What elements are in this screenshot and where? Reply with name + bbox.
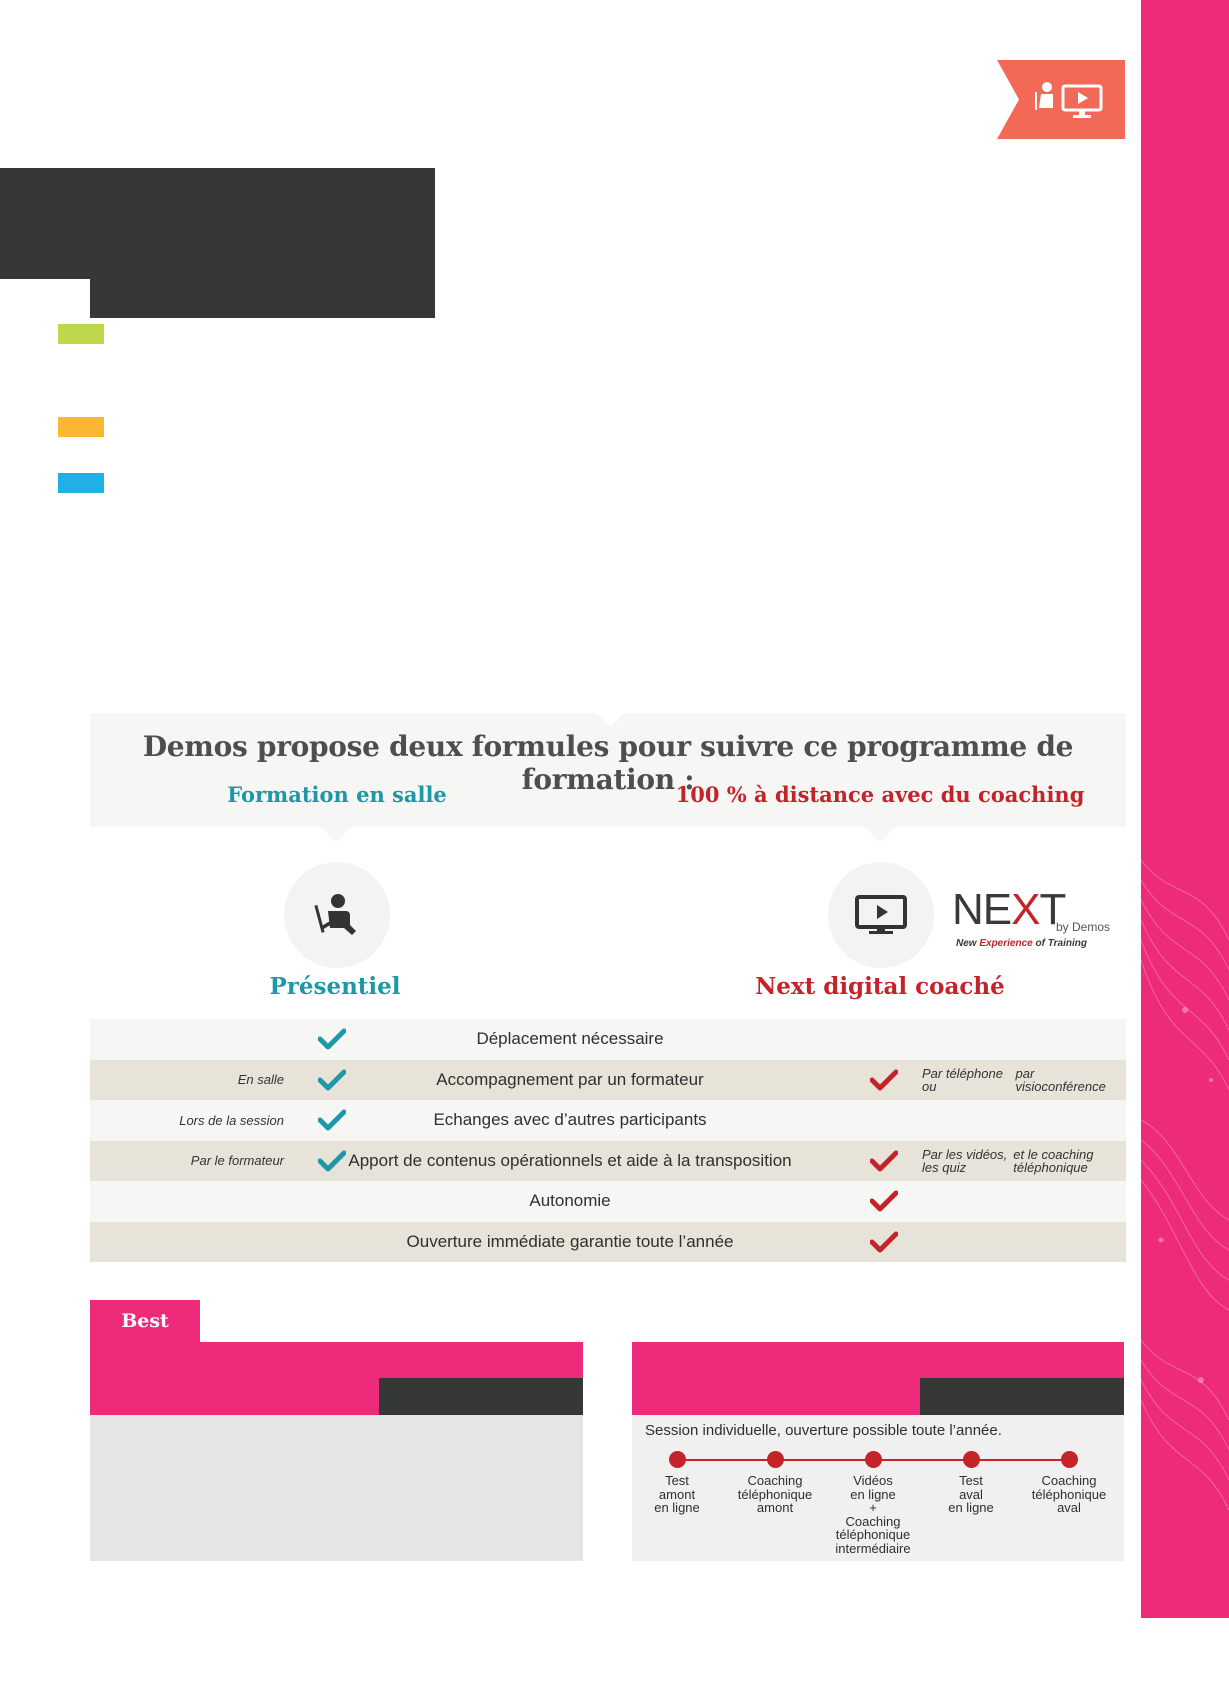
row-left-note: Lors de la session xyxy=(179,1112,284,1128)
timeline-step-line: Vidéos xyxy=(853,1473,893,1488)
row-left-note xyxy=(90,1222,284,1263)
timeline-step-line: aval xyxy=(1057,1500,1081,1515)
timeline-step-line: Coaching xyxy=(747,1473,803,1488)
row-left-note xyxy=(90,1181,284,1222)
panel-pointer-left xyxy=(322,827,350,843)
option-formation-en-salle: Formation en salle xyxy=(227,782,447,807)
row-right-note-line: par visioconférence xyxy=(1015,1065,1106,1094)
timeline-dot xyxy=(1061,1451,1078,1468)
next-logo-wordmark: NEXT xyxy=(952,885,1066,934)
timeline-step-line: téléphonique xyxy=(1031,1486,1107,1502)
row-criterion: Accompagnement par un formateur xyxy=(436,1069,704,1089)
row-criterion: Déplacement nécessaire xyxy=(476,1029,664,1049)
comparison-row xyxy=(90,1060,1126,1101)
timeline-step-line: amont xyxy=(756,1500,794,1515)
row-right-note xyxy=(922,1060,1122,1101)
comparison-row xyxy=(90,1181,1126,1222)
row-right-note-line: Par les vidéos, les quiz xyxy=(922,1146,1008,1175)
card-left-body xyxy=(90,1415,583,1561)
timeline-step-line: Test xyxy=(959,1473,983,1488)
card-left-header-dark xyxy=(379,1378,583,1415)
timeline-step-line: amont xyxy=(658,1486,696,1502)
timeline-step-label xyxy=(1019,1474,1119,1515)
check-icon-next xyxy=(870,1068,898,1092)
bullet-blue xyxy=(58,473,104,493)
timeline-step-line: Test xyxy=(665,1473,689,1488)
panel-notch xyxy=(596,713,624,727)
column-title-next-digital: Next digital coaché xyxy=(755,973,1005,1000)
comparison-row xyxy=(90,1019,1126,1060)
comparison-row xyxy=(90,1222,1126,1263)
timeline-dot xyxy=(767,1451,784,1468)
side-band xyxy=(1141,0,1229,1618)
timeline-step-line: en ligne xyxy=(654,1500,700,1515)
row-right-note-line: Par téléphone ou xyxy=(922,1065,1003,1094)
decorative-swirl xyxy=(1141,820,1229,1618)
timeline-dot xyxy=(865,1451,882,1468)
timeline-step-line: + xyxy=(869,1500,877,1515)
comparison-row xyxy=(90,1141,1126,1182)
header-dark-block-tail xyxy=(90,279,435,318)
header-dark-block xyxy=(0,168,435,279)
timeline-step-label xyxy=(823,1474,923,1555)
timeline-step-line: Coaching xyxy=(1041,1473,1097,1488)
timeline-step-line: aval xyxy=(959,1486,983,1502)
next-logo-by: by Demos xyxy=(1056,920,1111,934)
comparison-row xyxy=(90,1100,1126,1141)
panel-pointer-right xyxy=(866,827,894,843)
timeline-dot xyxy=(963,1451,980,1468)
best-tab: Best xyxy=(90,1300,200,1342)
row-right-note xyxy=(922,1222,1122,1263)
timeline-step-label xyxy=(725,1474,825,1515)
timeline-step-line: téléphonique xyxy=(835,1527,911,1542)
row-right-note xyxy=(922,1100,1122,1141)
screen-icon-circle xyxy=(828,862,934,968)
row-criterion: Ouverture immédiate garantie toute l’année xyxy=(406,1231,734,1251)
next-logo-tagline: New Experience of Training xyxy=(956,938,1087,949)
timeline-dot xyxy=(669,1451,686,1468)
row-criterion: Apport de contenus opérationnels et aide à la transposition xyxy=(348,1150,792,1170)
row-left-note: Par le formateur xyxy=(190,1153,284,1169)
row-criterion: Echanges avec d’autres participants xyxy=(433,1110,707,1130)
trainer-icon-circle xyxy=(284,862,390,968)
timeline-step-line: téléphonique xyxy=(737,1486,813,1502)
bullet-yellow xyxy=(58,417,104,437)
option-distance-coaching: 100 % à distance avec du coaching xyxy=(675,782,1085,807)
row-left-note xyxy=(90,1019,284,1060)
check-icon-next xyxy=(870,1230,898,1254)
row-right-note xyxy=(922,1181,1122,1222)
check-icon-next xyxy=(870,1149,898,1173)
timeline-step-line: intermédiaire xyxy=(835,1540,911,1556)
comparison-table xyxy=(90,1019,1126,1262)
timeline-step-line: en ligne xyxy=(850,1486,896,1502)
timeline-step-line: Coaching xyxy=(845,1513,901,1529)
row-right-note xyxy=(922,1019,1122,1060)
formules-title: Demos propose deux formules pour suivre ce programme de formation : xyxy=(142,730,1074,796)
timeline-step-label xyxy=(627,1474,727,1515)
check-icon-next xyxy=(870,1189,898,1213)
row-criterion: Autonomie xyxy=(529,1191,611,1211)
format-tag xyxy=(997,60,1125,139)
next-logo xyxy=(952,885,1122,952)
trainer-icon xyxy=(314,893,360,937)
screen-play-icon xyxy=(855,895,907,935)
row-right-note-line: et le coaching téléphonique xyxy=(1013,1146,1094,1175)
card-right-header-dark xyxy=(920,1378,1124,1415)
trainer-screen-icon xyxy=(997,60,1125,139)
session-description: Session individuelle, ouverture possible toute l’année. xyxy=(645,1422,1002,1439)
row-left-note: En salle xyxy=(237,1072,284,1088)
column-title-presentiel: Présentiel xyxy=(269,973,401,1000)
bullet-green xyxy=(58,324,104,344)
timeline-step-line: en ligne xyxy=(948,1500,994,1515)
timeline-step-label xyxy=(921,1474,1021,1515)
row-right-note xyxy=(922,1141,1122,1182)
